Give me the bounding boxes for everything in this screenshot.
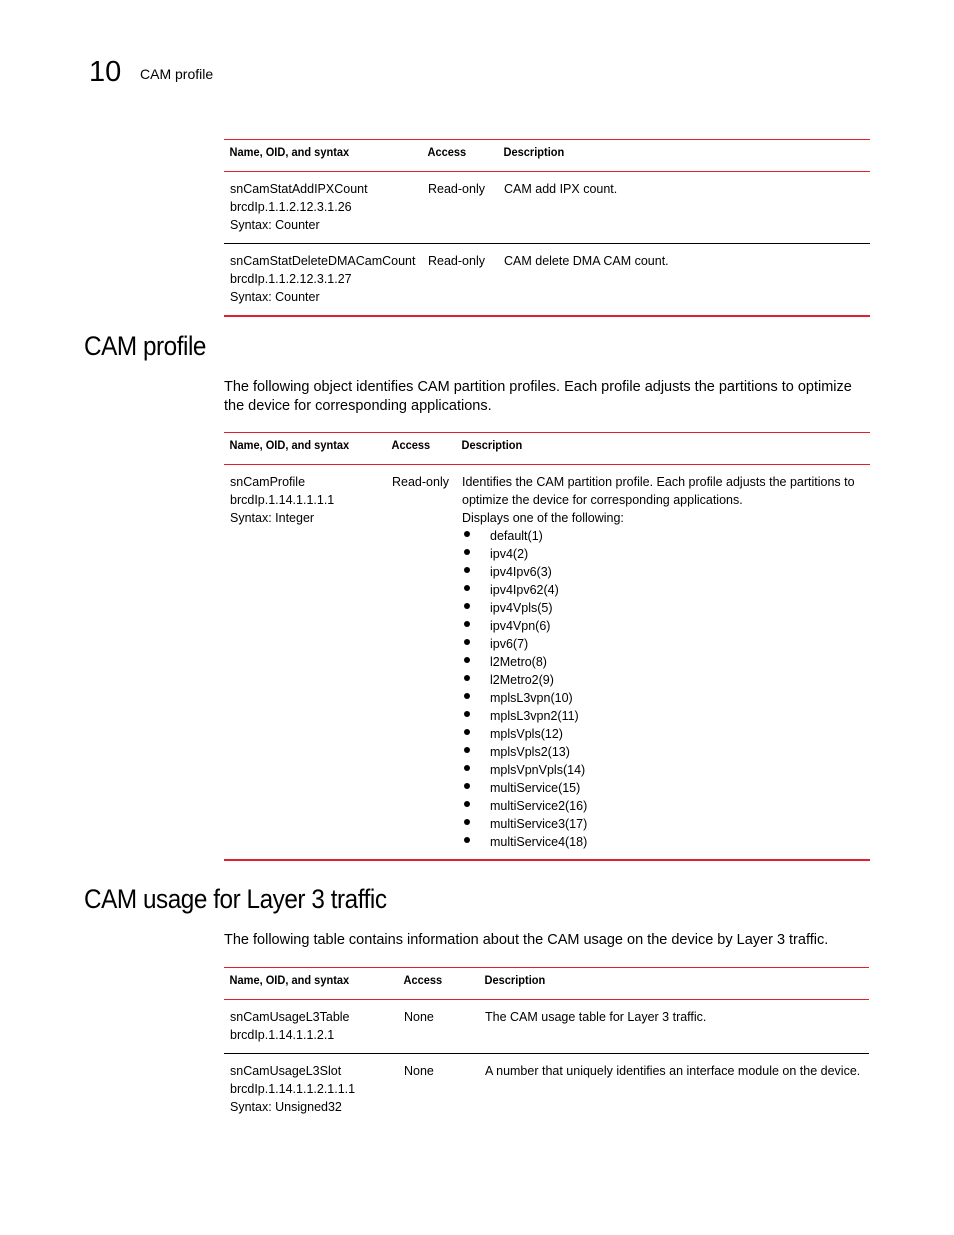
bullet-icon (464, 603, 470, 609)
object-name: snCamStatAddIPXCount (230, 182, 368, 196)
column-header-description: Description (479, 968, 838, 1000)
bullet-icon (464, 639, 470, 645)
list-item (462, 581, 864, 599)
bullet-icon (464, 729, 470, 735)
access-cell: Read-only (422, 244, 498, 317)
section-title-cam-usage-l3: CAM usage for Layer 3 traffic (84, 884, 387, 914)
bullet-icon (464, 567, 470, 573)
name-oid-cell (224, 1054, 398, 1126)
object-syntax: Syntax: Counter (230, 218, 320, 232)
object-name: snCamProfile (230, 475, 306, 489)
list-item (462, 671, 864, 689)
list-item-text: ipv4Ipv62(4) (490, 583, 559, 597)
list-item (462, 725, 864, 743)
table-header-row (224, 433, 870, 465)
bullet-icon (464, 621, 470, 627)
list-item (462, 689, 864, 707)
description-cell: CAM delete DMA CAM count. (498, 244, 870, 317)
cam-profile-table (224, 432, 870, 861)
object-oid: brcdIp.1.14.1.1.2.1.1.1 (230, 1082, 356, 1096)
object-name: snCamStatDeleteDMACamCount (230, 254, 416, 268)
list-item (462, 779, 864, 797)
access-cell: Read-only (422, 172, 498, 244)
description-cell (456, 465, 870, 861)
column-header-name: Name, OID, and syntax (224, 140, 406, 172)
list-item (462, 545, 864, 563)
object-oid: brcdIp.1.1.2.12.3.1.27 (230, 272, 352, 286)
list-item (462, 761, 864, 779)
bullet-icon (464, 675, 470, 681)
list-item (462, 707, 864, 725)
bullet-icon (464, 783, 470, 789)
access-cell: Read-only (386, 465, 456, 861)
bullet-icon (464, 801, 470, 807)
bullet-icon (464, 747, 470, 753)
description-cell: The CAM usage table for Layer 3 traffic. (479, 1000, 869, 1054)
bullet-icon (464, 657, 470, 663)
section-intro-cam-usage-l3: The following table contains information about the CAM usage on the device by Layer 3 traffic. (224, 932, 829, 948)
list-item-text: mplsVpnVpls(14) (490, 763, 586, 777)
table-row (224, 244, 870, 317)
list-item-text: multiService2(16) (490, 799, 588, 813)
bullet-icon (464, 585, 470, 591)
list-item (462, 527, 864, 545)
list-item-text: ipv4Vpls(5) (490, 601, 553, 615)
bullet-icon (464, 531, 470, 537)
list-item-text: mplsL3vpn2(11) (490, 709, 579, 723)
object-syntax: Syntax: Counter (230, 290, 320, 304)
list-item-text: ipv6(7) (490, 637, 529, 651)
name-oid-cell (224, 465, 386, 861)
list-item-text: ipv4(2) (490, 547, 529, 561)
chapter-number: 10 (89, 56, 122, 88)
list-item-text: l2Metro(8) (490, 655, 547, 669)
name-oid-cell (224, 172, 422, 244)
bullet-icon (464, 549, 470, 555)
object-syntax: Syntax: Integer (230, 511, 315, 525)
list-item-text: ipv4Vpn(6) (490, 619, 551, 633)
column-header-description: Description (456, 433, 837, 465)
bullet-icon (464, 837, 470, 843)
access-cell: None (398, 1000, 479, 1054)
bullet-icon (464, 693, 470, 699)
list-item-text: ipv4Ipv6(3) (490, 565, 552, 579)
column-header-access: Access (398, 968, 473, 1000)
list-item-text: multiService3(17) (490, 817, 588, 831)
object-oid: brcdIp.1.14.1.1.1.1 (230, 493, 335, 507)
list-item-text: mplsVpls(12) (490, 727, 563, 741)
list-item (462, 563, 864, 581)
bullet-icon (464, 711, 470, 717)
list-item-text: multiService(15) (490, 781, 581, 795)
table-row (224, 1000, 869, 1054)
list-item (462, 617, 864, 635)
column-header-description: Description (498, 140, 840, 172)
object-oid: brcdIp.1.1.2.12.3.1.26 (230, 200, 352, 214)
bullet-icon (464, 819, 470, 825)
description-cell: CAM add IPX count. (498, 172, 870, 244)
description-cell: A number that uniquely identifies an interface module on the device. (485, 1064, 861, 1078)
running-header-title: CAM profile (140, 66, 214, 82)
list-item (462, 815, 864, 833)
list-item (462, 599, 864, 617)
object-oid: brcdIp.1.14.1.1.2.1 (230, 1028, 335, 1042)
list-item-text: mplsL3vpn(10) (490, 691, 573, 705)
column-header-access: Access (386, 433, 450, 465)
access-cell: None (404, 1064, 434, 1078)
name-oid-cell (224, 244, 422, 317)
profile-values-list (462, 527, 864, 851)
list-item (462, 797, 864, 815)
list-item-text: l2Metro2(9) (490, 673, 554, 687)
list-item-text: default(1) (490, 529, 543, 543)
object-name: snCamUsageL3Slot (230, 1064, 342, 1078)
cam-stat-table (224, 139, 870, 317)
table-row (224, 465, 870, 861)
table-row (224, 172, 870, 244)
section-title-cam-profile: CAM profile (84, 331, 206, 361)
bullet-icon (464, 765, 470, 771)
list-item (462, 743, 864, 761)
column-header-name: Name, OID, and syntax (224, 968, 384, 1000)
list-item (462, 635, 864, 653)
column-header-name: Name, OID, and syntax (224, 433, 373, 465)
object-syntax: Syntax: Unsigned32 (230, 1100, 342, 1114)
section-intro-cam-profile: The following object identifies CAM partition profiles. Each profile adjusts the partitions to optimize the device for corresponding applications. (224, 379, 852, 414)
table-header-row (224, 968, 869, 1000)
name-oid-cell (224, 1000, 398, 1054)
table-row (224, 1054, 869, 1126)
displays-text: Displays one of the following: (462, 511, 624, 525)
list-item (462, 653, 864, 671)
table-header-row (224, 140, 870, 172)
list-item-text: mplsVpls2(13) (490, 745, 570, 759)
column-header-access: Access (422, 140, 492, 172)
cam-usage-l3-table (224, 967, 869, 1125)
list-item (462, 833, 864, 851)
object-name: snCamUsageL3Table (230, 1010, 350, 1024)
description-text: Identifies the CAM partition profile. Each profile adjusts the partitions to optimize the device for corresponding applications. (462, 475, 855, 507)
list-item-text: multiService4(18) (490, 835, 588, 849)
